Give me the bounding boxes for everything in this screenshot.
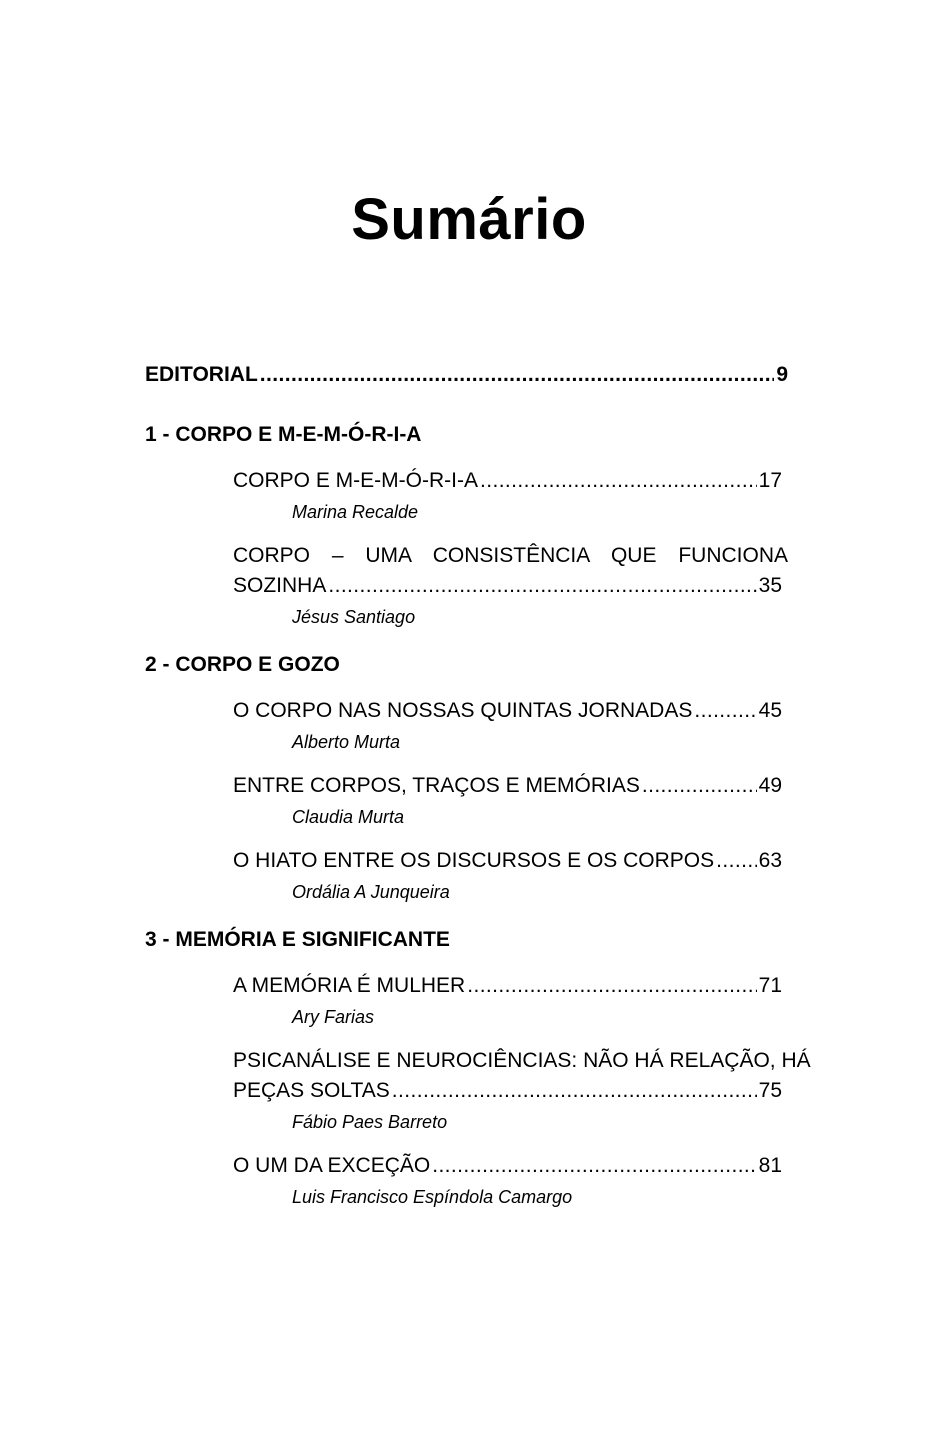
toc-entry-title: O UM DA EXCEÇÃO [233,1154,431,1177]
toc-entry-title-line1: CORPO – UMA CONSISTÊNCIA QUE FUNCIONA [233,544,788,567]
toc-entry-title: CORPO E M-E-M-Ó-R-I-A [233,469,478,492]
toc-entry-author: Ordália A Junqueira [292,882,450,902]
toc-entry[interactable] [233,696,788,755]
dot-leader [716,846,757,876]
toc-entry-author: Luis Francisco Espíndola Camargo [292,1187,573,1207]
toc-entry-title: EDITORIAL [145,363,258,386]
toc-entry-author: Ary Farias [292,1007,375,1027]
toc-entry-title: O HIATO ENTRE OS DISCURSOS E OS CORPOS [233,849,715,872]
toc-entry-title-line1: PSICANÁLISE E NEUROCIÊNCIAS: NÃO HÁ RELAÇÃO, HÁ [233,1049,811,1072]
toc-editorial[interactable] [145,360,788,390]
dot-leader [328,571,756,601]
toc-entry[interactable] [233,541,788,630]
toc-entry-author: Claudia Murta [292,807,405,827]
toc-page-number: 63 [758,849,782,872]
dot-leader [480,466,757,496]
section-heading: 2 - CORPO E GOZO [145,653,340,676]
toc-page-number: 75 [758,1079,782,1102]
toc-entry-title: A MEMÓRIA É MULHER [233,974,466,997]
toc-entry[interactable] [233,846,788,905]
toc-entry[interactable] [233,1151,788,1210]
dot-leader [467,971,756,1001]
toc-page-number: 17 [758,469,782,492]
toc-entry-author: Jésus Santiago [292,607,416,627]
dot-leader [392,1076,757,1106]
toc-page-number: 35 [758,574,782,597]
page-title: Sumário [351,187,587,252]
dot-leader [432,1151,756,1181]
toc-entry-author: Alberto Murta [292,732,401,752]
toc-entry-title: ENTRE CORPOS, TRAÇOS E MEMÓRIAS [233,774,640,797]
section-heading: 1 - CORPO E M-E-M-Ó-R-I-A [145,423,422,446]
toc-entry-author: Marina Recalde [292,502,419,522]
toc-entry-title: SOZINHA [233,574,327,597]
toc-page-number: 81 [758,1154,782,1177]
toc-entry[interactable] [233,971,788,1030]
toc-section-3 [145,925,811,1210]
dot-leader [642,771,757,801]
toc-page-number: 9 [776,363,788,386]
toc-entry-title: PEÇAS SOLTAS [233,1079,390,1102]
toc-page-number: 45 [758,699,782,722]
dot-leader [260,360,775,390]
toc-entry-author: Fábio Paes Barreto [292,1112,448,1132]
section-heading: 3 - MEMÓRIA E SIGNIFICANTE [145,928,450,951]
toc-entry[interactable] [233,466,788,525]
toc-page-number: 49 [758,774,782,797]
table-of-contents [145,360,811,1230]
toc-entry-title: O CORPO NAS NOSSAS QUINTAS JORNADAS [233,699,693,722]
dot-leader [694,696,756,726]
toc-entry[interactable] [233,1046,811,1135]
toc-section-1 [145,420,788,630]
toc-section-2 [145,650,788,905]
toc-page-number: 71 [758,974,782,997]
toc-entry[interactable] [233,771,788,830]
